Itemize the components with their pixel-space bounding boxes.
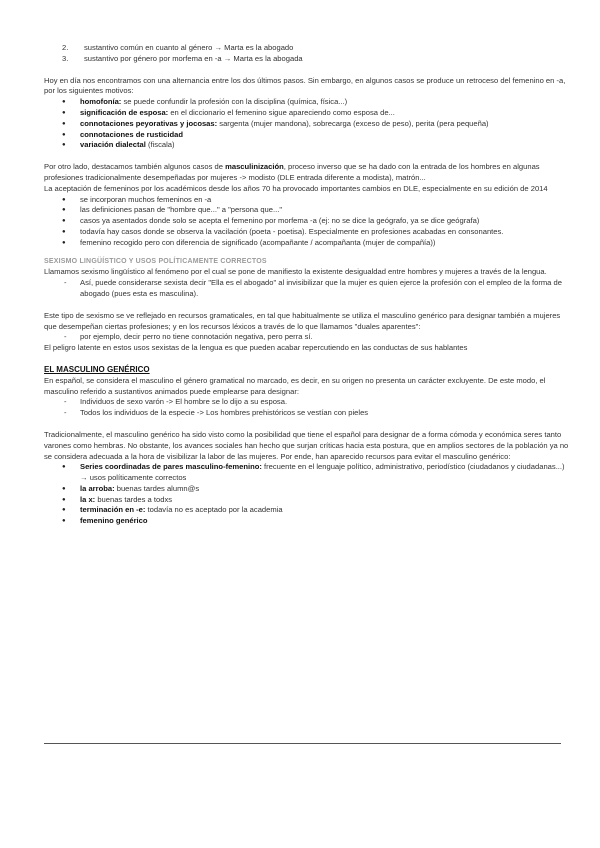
list-item: ● las definiciones pasan de "hombre que..." a "persona que..." xyxy=(62,205,569,216)
section-heading: SEXISMO LINGÜÍSTICO Y USOS POLÍTICAMENTE CORRECTOS xyxy=(44,257,267,265)
list-item xyxy=(62,505,569,516)
term: homofonía: xyxy=(80,97,122,107)
list-item: - Todos los individuos de la especie -> Los hombres prehistóricos se vestían con pieles xyxy=(62,408,569,419)
list-item xyxy=(62,97,569,108)
list-item xyxy=(62,462,569,484)
dash-list xyxy=(44,332,569,343)
list-item xyxy=(62,43,569,54)
item-text: buenas tardes a todxs xyxy=(95,494,173,504)
bullet-list xyxy=(44,97,569,151)
paragraph: Hoy en día nos encontramos con una alternancia entre los dos últimos pasos. Sin embargo, en algunos casos se produce un retroceso del femenino en -a, por los siguientes motivos: xyxy=(44,75,566,96)
term: connotaciones peyorativas y jocosas: xyxy=(80,118,218,128)
term: variación dialectal xyxy=(80,140,146,150)
term: la x: xyxy=(80,494,96,504)
page-content xyxy=(44,43,569,527)
item-text: en el diccionario el femenino sigue apareciendo como esposa de... xyxy=(168,107,395,117)
paragraph: Llamamos sexismo lingüístico al fenómeno por el cual se pone de manifiesto la existente desigualdad entre hombres y mujeres a través de la lengua. xyxy=(44,267,547,277)
term: connotaciones de rusticidad xyxy=(80,129,183,139)
list-item xyxy=(62,54,569,65)
list-item: ● todavía hay casos donde se observa la vacilación (poeta - poetisa). Especialmente en profesiones acabadas en consonantes. xyxy=(62,227,569,238)
term: masculinización xyxy=(225,162,284,172)
term: terminación en -e: xyxy=(80,505,146,515)
numbered-list xyxy=(62,43,569,65)
list-item xyxy=(62,130,569,141)
item-text: buenas tardes alumn@s xyxy=(114,483,200,493)
term: Series coordinadas de pares masculino-femenino: xyxy=(80,462,262,472)
dash-list xyxy=(44,397,569,419)
item-text: sustantivo por género por morfema en -a → Marta es la abogada xyxy=(84,53,303,63)
item-text: sustantivo común en cuanto al género → Marta es la abogado xyxy=(84,43,294,52)
paragraph: En español, se considera el masculino el género gramatical no marcado, es decir, en su origen no presenta un carácter excluyente. De este modo, el masculino referido a sustantivos animados puede emplearse para designar: xyxy=(44,375,546,396)
list-item: - Así, puede considerarse sexista decir "Ella es el abogado" al invisibilizar que la mujer es quien ejerce la profesión con el empleo de la forma de abogado (pues esta es masculina). xyxy=(62,278,569,300)
list-item: ● casos ya asentados donde solo se acepta el femenino por morfema -a (ej: no se dice la geógrafo, ya se dice geógrafa) xyxy=(62,216,569,227)
list-item xyxy=(62,140,569,151)
list-item: - por ejemplo, decir perro no tiene connotación negativa, pero perra sí. xyxy=(62,332,569,343)
list-item xyxy=(62,484,569,495)
list-item xyxy=(62,108,569,119)
paragraph: Por otro lado, destacamos también algunos casos de masculinización, proceso inverso que se ha dado con la entrada de los hombres en algunas profesiones tradicionalmente desempeñadas por mujeres -> modisto (DLE entrada diferente a modista), matrón... xyxy=(44,162,540,182)
term: femenino genérico xyxy=(80,516,148,526)
bullet-list xyxy=(44,195,569,249)
item-text: se puede confundir la profesión con la disciplina (química, física...) xyxy=(121,97,348,107)
term: la arroba: xyxy=(80,483,115,493)
item-text: frecuente en el lenguaje político, administrativo, periodístico (ciudadanos y ciudadanas...) → usos políticamente correctos xyxy=(80,462,565,483)
item-number: 2. xyxy=(62,43,69,52)
item-text: (fiscala) xyxy=(145,140,175,150)
bullet-list xyxy=(44,462,569,527)
term: significación de esposa: xyxy=(80,107,169,117)
paragraph: El peligro latente en estos usos sexistas de la lengua es que pueden acabar repercutiendo en las conductas de sus hablantes xyxy=(44,343,468,353)
list-item: - Individuos de sexo varón -> El hombre se lo dijo a su esposa. xyxy=(62,397,569,408)
section-heading: EL MASCULINO GENÉRICO xyxy=(44,364,150,374)
item-text: sargenta (mujer mandona), sobrecarga (exceso de peso), perita (pera pequeña) xyxy=(217,118,489,128)
item-text: todavía no es aceptado por la academia xyxy=(145,505,283,515)
list-item: ● femenino recogido pero con diferencia de significado (acompañante / acompañanta (mujer de compañía)) xyxy=(62,238,569,249)
paragraph: Este tipo de sexismo se ve reflejado en recursos gramaticales, en tal que habitualmente se utiliza el masculino genérico para designar también a mujeres que desempeñan ciertas profesiones; y en los recursos léxicos a través de lo que llamamos "duales aparentes": xyxy=(44,310,561,331)
footer-divider xyxy=(44,743,561,744)
list-item: ● se incorporan muchos femeninos en -a xyxy=(62,195,569,206)
list-item xyxy=(62,516,569,527)
paragraph: La aceptación de femeninos por los académicos desde los años 70 ha provocado importantes cambios en DLE, especialmente en su edición de 2014 xyxy=(44,183,548,193)
item-number: 3. xyxy=(62,53,69,63)
paragraph: Tradicionalmente, el masculino genérico ha sido visto como la posibilidad que tiene el español para designar de a forma cómoda y económica seres tanto varones como hembras. No obstante, los avances sociales han hecho que surjan críticas hacia esta postura, que en amplios sectores de la población ya no se considera adecuada a la hora de visibilizar la labor de las mujeres. Por ende, han aparecido recursos para evitar el masculino genérico: xyxy=(44,429,569,461)
list-item xyxy=(62,495,569,506)
dash-list xyxy=(44,278,569,300)
list-item xyxy=(62,119,569,130)
